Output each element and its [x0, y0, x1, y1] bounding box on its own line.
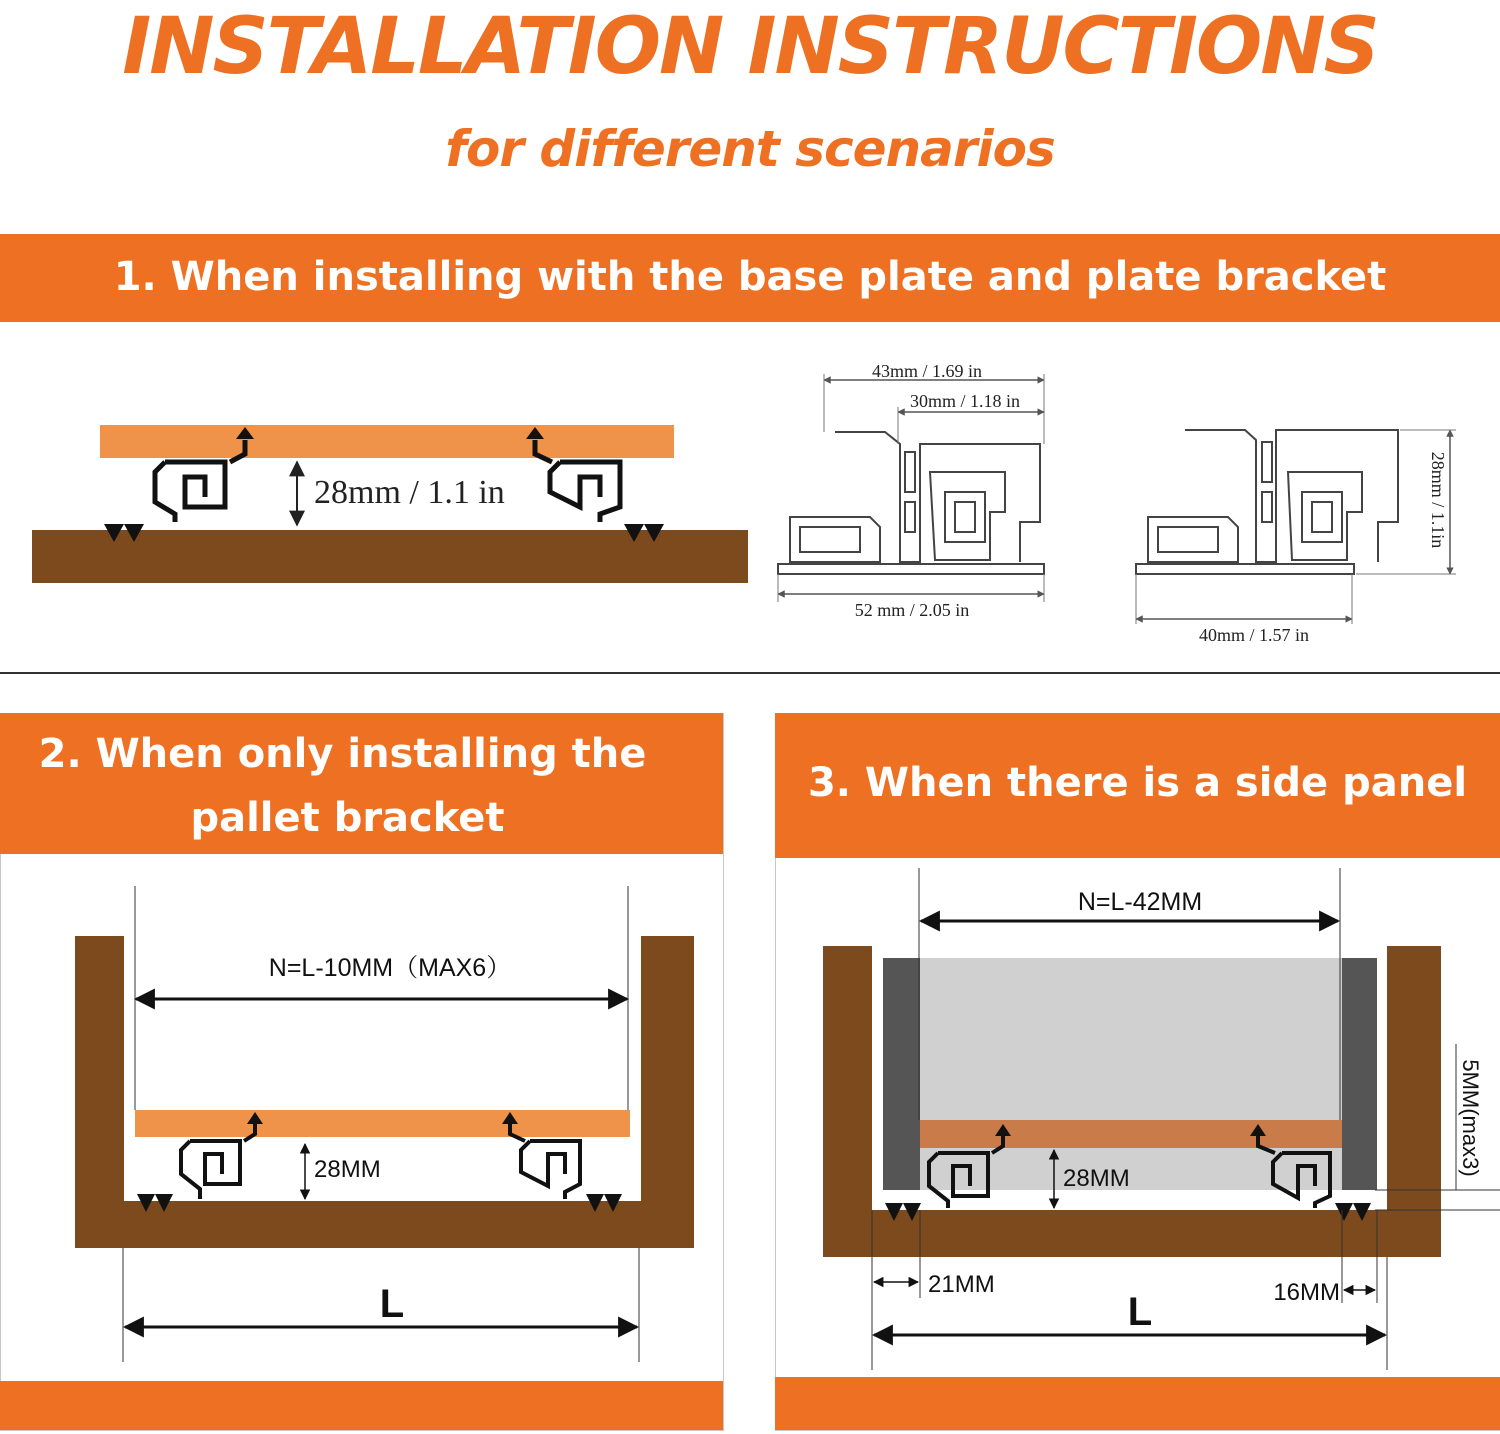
detail-b-height: 28mm / 1.1in — [1428, 451, 1448, 549]
page-title: INSTALLATION INSTRUCTIONS — [122, 2, 1378, 92]
left-side-panel — [883, 958, 920, 1190]
section3-height-label: 28MM — [1063, 1165, 1130, 1192]
section3-left-gap: 21MM — [928, 1271, 995, 1298]
section3-band — [775, 713, 1500, 858]
section2-diagram — [0, 854, 723, 1381]
section1-heading: 1. When installing with the base plate and plate bracket — [113, 254, 1387, 300]
section-divider — [0, 672, 1500, 674]
detail-a-drawing — [778, 432, 1044, 574]
section3-right-gap: 16MM — [1273, 1279, 1340, 1306]
detail-a-top-width: 43mm / 1.69 in — [871, 361, 983, 381]
section3-heading: 3. When there is a side panel — [807, 760, 1468, 806]
section2-heading-line2: pallet bracket — [190, 795, 505, 841]
section3-width-formula: N=L-42MM — [1077, 888, 1203, 916]
detail-a-base-width: 52 mm / 2.05 in — [854, 600, 970, 620]
section3-diagram — [775, 858, 1500, 1377]
section2-height-label: 28MM — [314, 1156, 381, 1183]
left-cabinet-wall — [75, 936, 124, 1248]
drawer-plate — [135, 1110, 630, 1137]
right-side-panel — [1342, 958, 1377, 1190]
detail-a-inner-width: 30mm / 1.18 in — [909, 391, 1021, 411]
cabinet-base — [124, 1201, 641, 1248]
section1-diagrams — [0, 322, 1500, 672]
cabinet-base — [872, 1210, 1387, 1257]
drawer-plate — [920, 1120, 1342, 1148]
page-subtitle: for different scenarios — [445, 120, 1055, 178]
detail-b-drawing — [1136, 430, 1398, 574]
section2-band — [0, 713, 723, 854]
detail-b-base-width: 40mm / 1.57 in — [1198, 625, 1310, 645]
section3-footer-band — [775, 1377, 1500, 1430]
right-cabinet-wall — [641, 936, 694, 1248]
section2-heading-line1: 2. When only installing the — [38, 731, 647, 777]
left-cabinet-wall — [823, 946, 872, 1257]
cabinet-base — [32, 530, 748, 583]
section3-offset-label: 5MM(max3) — [1458, 1059, 1483, 1177]
section2-width-formula: N=L-10MM（MAX6） — [268, 954, 512, 982]
section3-outer-label: L — [1127, 1290, 1153, 1334]
section1-height-label: 28mm / 1.1 in — [314, 474, 505, 511]
section2-footer-band — [0, 1381, 723, 1430]
section1-band — [0, 234, 1500, 322]
drawer-plate — [100, 425, 674, 458]
section2-outer-label: L — [379, 1282, 405, 1326]
